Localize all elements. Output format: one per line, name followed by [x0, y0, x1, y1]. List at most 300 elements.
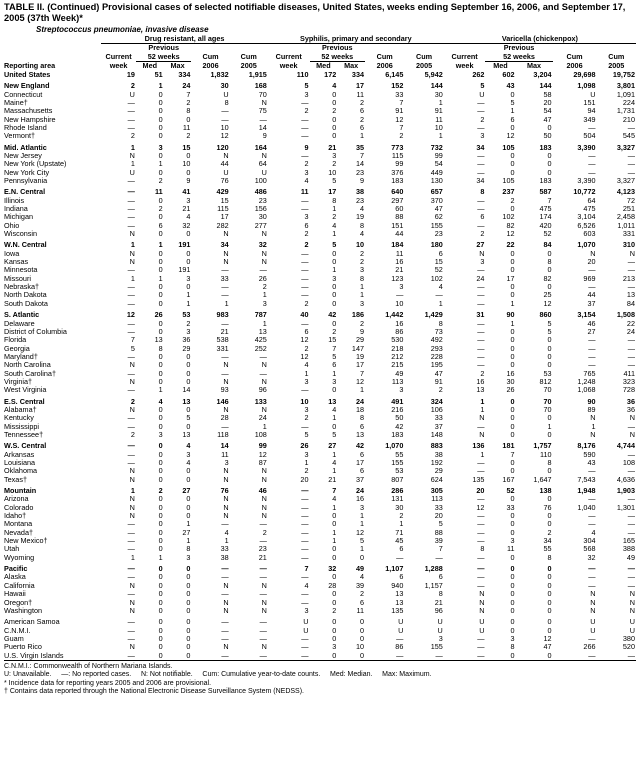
value-cell: 102 — [502, 213, 515, 222]
value-cell: 286 — [391, 487, 404, 496]
value-cell: 277 — [254, 221, 267, 230]
value-cell: 2 — [130, 132, 135, 141]
value-cell: 5 — [359, 537, 365, 546]
value-cell: N — [223, 467, 229, 476]
value-cell: 0 — [547, 160, 552, 169]
header-current-1: Current — [105, 52, 132, 62]
value-cell: 62 — [434, 213, 443, 222]
value-cell: 55 — [395, 450, 404, 459]
value-cell: 165 — [622, 537, 635, 546]
value-cell: 728 — [622, 386, 635, 395]
value-cell: 16 — [355, 495, 365, 504]
value-cell: — — [301, 151, 309, 160]
value-cell: — — [301, 598, 309, 607]
value-cell: — — [627, 336, 635, 345]
reporting-area-cell: S. Atlantic — [4, 311, 40, 320]
table-row — [4, 82, 636, 90]
value-cell: — — [435, 553, 443, 562]
value-cell: 24 — [626, 327, 635, 336]
value-cell: 32 — [258, 241, 267, 250]
value-cell: 71 — [395, 528, 404, 537]
value-cell: 9 — [359, 327, 365, 336]
reporting-area-cell: Tennessee† — [4, 430, 44, 439]
value-cell: 91 — [395, 107, 404, 116]
value-cell: 1 — [262, 319, 267, 328]
value-cell: 27 — [182, 528, 191, 537]
table-row — [4, 386, 636, 394]
value-cell: 590 — [583, 450, 596, 459]
value-cell: 35 — [355, 143, 365, 152]
value-cell: 15 — [434, 258, 443, 267]
value-cell: 1 — [130, 143, 135, 152]
value-cell: N — [129, 377, 135, 386]
value-cell: 1 — [359, 520, 365, 529]
value-cell: — — [477, 160, 485, 169]
value-cell: — — [301, 537, 309, 546]
value-cell: N — [590, 430, 596, 439]
reporting-area-cell: Idaho† — [4, 512, 27, 521]
value-cell: 167 — [502, 475, 515, 484]
value-cell: 30 — [395, 503, 404, 512]
value-cell: 5,942 — [424, 70, 443, 79]
value-cell: — — [301, 266, 309, 275]
header-2005-1: 2005 — [240, 62, 257, 71]
table-row — [4, 160, 636, 168]
value-cell: 13 — [395, 590, 404, 599]
value-cell: 3,327 — [616, 177, 635, 185]
value-cell: 11 — [221, 450, 229, 459]
value-cell: 5 — [332, 241, 337, 250]
value-cell: 324 — [430, 397, 443, 406]
value-cell: 0 — [158, 377, 163, 386]
table-row — [4, 370, 636, 378]
value-cell: 99 — [434, 151, 443, 160]
value-cell: 0 — [186, 581, 191, 590]
value-cell: 73 — [434, 327, 443, 336]
value-cell: 49 — [626, 553, 635, 562]
value-cell: — — [259, 565, 267, 574]
value-cell: 282 — [216, 221, 229, 230]
table-row — [4, 442, 636, 450]
value-cell: 1,288 — [424, 565, 443, 574]
value-cell: 0 — [158, 405, 163, 414]
value-cell: 3 — [399, 283, 404, 292]
value-cell: — — [627, 495, 635, 504]
value-cell: 1 — [158, 82, 163, 91]
value-cell: 0 — [310, 652, 338, 661]
value-cell: — — [127, 459, 135, 467]
table-row — [4, 361, 636, 369]
value-cell: 3 — [304, 213, 309, 222]
value-cell: N — [223, 512, 229, 521]
value-cell: 113 — [431, 495, 443, 504]
value-cell: — — [301, 634, 309, 643]
reporting-area-cell: Florida — [4, 336, 27, 345]
value-cell: 475 — [539, 205, 552, 214]
value-cell: 20 — [587, 258, 596, 267]
value-cell: 0 — [547, 618, 552, 627]
value-cell: 2 — [359, 319, 365, 328]
value-cell: 192 — [430, 459, 443, 467]
value-cell: N — [479, 414, 485, 423]
table-row — [4, 124, 636, 132]
value-cell: — — [627, 344, 635, 353]
value-cell: 0 — [510, 553, 515, 562]
value-cell: 0 — [547, 352, 552, 361]
value-cell: 27 — [328, 442, 337, 451]
value-cell: 0 — [136, 652, 164, 661]
value-cell: — — [191, 652, 229, 661]
value-cell: 0 — [332, 626, 337, 635]
value-cell: 310 — [622, 241, 635, 250]
value-cell: 0 — [186, 573, 191, 582]
value-cell: — — [627, 258, 635, 267]
value-cell: 0 — [359, 618, 365, 627]
value-cell: — — [127, 319, 135, 328]
value-cell: 1 — [332, 528, 337, 537]
value-cell: 1 — [158, 386, 163, 395]
value-cell: N — [129, 405, 135, 414]
value-cell: — — [127, 386, 135, 395]
value-cell: 0 — [510, 249, 515, 258]
value-cell: — — [477, 205, 485, 214]
value-cell: 11 — [507, 545, 515, 554]
value-cell: 93 — [220, 386, 229, 395]
reporting-area-cell: American Samoa — [4, 618, 60, 627]
reporting-area-cell: C.N.M.I. — [4, 626, 31, 635]
value-cell: 7 — [438, 545, 443, 554]
value-cell: 16 — [476, 377, 485, 386]
value-cell: 146 — [216, 397, 229, 406]
value-cell: 49 — [395, 369, 404, 378]
value-cell: — — [627, 520, 635, 529]
value-cell: — — [477, 221, 485, 230]
value-cell: 1 — [130, 241, 135, 250]
value-cell: 4 — [186, 213, 191, 222]
value-cell: 168 — [254, 82, 267, 91]
value-cell: 0 — [510, 344, 515, 353]
table-row — [4, 177, 636, 185]
value-cell: 1 — [158, 553, 163, 562]
reporting-area-cell: United States — [4, 70, 51, 79]
value-cell: 0 — [158, 283, 163, 292]
value-cell: — — [588, 634, 596, 643]
value-cell: — — [588, 467, 596, 476]
value-cell: 304 — [583, 537, 596, 546]
value-cell: 16 — [395, 258, 404, 267]
value-cell: 8 — [359, 221, 365, 230]
value-cell: 1 — [130, 160, 135, 169]
value-cell: 1 — [359, 386, 365, 395]
value-cell: 26 — [506, 386, 515, 395]
value-cell: 1,157 — [424, 581, 443, 590]
header-week-1: week — [109, 62, 128, 71]
value-cell: 191 — [178, 241, 191, 250]
value-cell: U — [629, 626, 635, 635]
value-cell: 5 — [510, 98, 515, 107]
value-cell: 23 — [434, 230, 443, 239]
header-2006-3: 2006 — [566, 62, 583, 71]
value-cell: — — [627, 565, 635, 574]
value-cell: 9 — [186, 177, 191, 185]
value-cell: N — [261, 606, 267, 615]
table-page — [4, 0, 636, 697]
value-cell: — — [588, 495, 596, 504]
value-cell: N — [129, 230, 135, 239]
value-cell: 486 — [254, 188, 267, 197]
value-cell: N — [629, 590, 635, 599]
value-cell: 8 — [547, 258, 552, 267]
value-cell: — — [627, 168, 635, 177]
table-row — [4, 144, 636, 152]
value-cell: 0 — [332, 258, 337, 267]
value-cell: 2 — [359, 590, 365, 599]
value-cell: — — [588, 160, 596, 169]
value-cell: 1 — [332, 537, 337, 546]
value-cell: 0 — [158, 414, 163, 423]
value-cell: — — [127, 634, 135, 643]
value-cell: — — [221, 352, 229, 361]
value-cell: 2 — [130, 430, 135, 439]
table-row — [4, 283, 636, 291]
value-cell: 0 — [547, 598, 552, 607]
value-cell: 130 — [430, 177, 443, 185]
value-cell: U — [479, 618, 485, 627]
value-cell: 9 — [359, 177, 365, 185]
value-cell: U — [437, 626, 443, 635]
header-2006-1: 2006 — [202, 62, 219, 71]
value-cell: 10 — [182, 160, 191, 169]
value-cell: 91 — [434, 377, 443, 386]
value-cell: 6 — [510, 115, 515, 124]
table-row — [4, 132, 636, 140]
value-cell: 11 — [435, 115, 443, 124]
value-cell: U — [479, 90, 485, 99]
value-cell: 26 — [154, 311, 163, 320]
value-cell: 5 — [130, 344, 135, 353]
value-cell: 0 — [158, 299, 163, 308]
value-cell: N — [261, 503, 267, 512]
value-cell: 18 — [355, 405, 365, 414]
value-cell: 1 — [332, 450, 337, 459]
value-cell: 0 — [510, 414, 515, 423]
value-cell: 13 — [328, 397, 337, 406]
value-cell: 2 — [186, 132, 191, 141]
value-cell: 120 — [216, 143, 229, 152]
value-cell: 1,070 — [385, 442, 404, 451]
value-cell: 1 — [332, 467, 337, 476]
value-cell: 0 — [547, 414, 552, 423]
value-cell: 807 — [391, 475, 404, 484]
reporting-area-cell: Ohio — [4, 221, 20, 230]
value-cell: 19 — [355, 352, 365, 361]
value-cell: 55 — [543, 545, 552, 554]
value-cell: 6 — [399, 573, 404, 582]
value-cell: 334 — [178, 70, 191, 79]
value-cell: 0 — [186, 512, 191, 521]
value-cell: 0 — [547, 430, 552, 439]
value-cell: 42 — [355, 442, 365, 451]
table-row — [4, 230, 636, 238]
value-cell: 76 — [543, 503, 552, 512]
value-cell: 147 — [351, 344, 365, 353]
value-cell: 0 — [510, 606, 515, 615]
value-cell: 210 — [622, 115, 635, 124]
value-cell: — — [477, 361, 485, 370]
reporting-area-cell: Kentucky — [4, 414, 34, 423]
value-cell: 266 — [583, 643, 596, 652]
header-previous-1: Previous — [148, 44, 179, 53]
value-cell: 2 — [304, 241, 309, 250]
value-cell: 24 — [182, 82, 191, 91]
value-cell: N — [261, 151, 267, 160]
value-cell: 20 — [543, 98, 552, 107]
value-cell: — — [127, 520, 135, 529]
value-cell: N — [261, 230, 267, 239]
value-cell: — — [127, 422, 135, 431]
value-cell: 0 — [186, 590, 191, 599]
value-cell: — — [588, 336, 596, 345]
value-cell: 3,104 — [577, 213, 596, 222]
value-cell: 8 — [480, 545, 485, 554]
value-cell: 0 — [158, 352, 163, 361]
value-cell: 2 — [304, 299, 309, 308]
value-cell: 492 — [430, 336, 443, 345]
value-cell: — — [221, 634, 229, 643]
value-cell: 155 — [430, 221, 443, 230]
value-cell: 0 — [158, 266, 163, 275]
value-cell: 0 — [186, 643, 191, 652]
value-cell: 0 — [186, 377, 191, 386]
value-cell: 144 — [430, 82, 443, 91]
value-cell: 0 — [158, 196, 163, 205]
value-cell: 70 — [258, 90, 267, 99]
value-cell: 3 — [399, 386, 404, 395]
value-cell: 2 — [510, 196, 515, 205]
value-cell: 429 — [216, 188, 229, 197]
value-cell: — — [127, 283, 135, 292]
value-cell: 812 — [539, 377, 552, 386]
reporting-area-cell: Pennsylvania — [4, 177, 48, 185]
value-cell: 1 — [186, 520, 191, 529]
value-cell: 75 — [258, 107, 267, 116]
value-cell: — — [477, 573, 485, 582]
value-cell: N — [223, 475, 229, 484]
value-cell: — — [221, 618, 229, 627]
value-cell: 17 — [355, 459, 365, 467]
value-cell: 0 — [510, 123, 515, 132]
table-title — [4, 0, 636, 24]
value-cell: 5 — [304, 430, 309, 439]
value-cell: 87 — [258, 459, 267, 467]
value-cell: 0 — [547, 467, 552, 476]
value-cell: — — [221, 266, 229, 275]
value-cell: 0 — [158, 512, 163, 521]
value-cell: — — [477, 512, 485, 521]
value-cell: N — [129, 512, 135, 521]
value-cell: 0 — [510, 598, 515, 607]
value-cell: 5 — [480, 82, 485, 91]
value-cell: 52 — [506, 487, 515, 496]
value-cell: — — [127, 450, 135, 459]
reporting-area-cell: Washington — [4, 606, 43, 615]
value-cell: 0 — [186, 467, 191, 476]
value-cell: 151 — [583, 98, 596, 107]
value-cell: 1 — [547, 422, 552, 431]
value-cell: 0 — [547, 151, 552, 160]
value-cell: 12 — [506, 132, 515, 141]
value-cell: 19 — [355, 213, 365, 222]
value-cell: 17 — [328, 188, 337, 197]
value-cell: — — [221, 369, 229, 378]
value-cell: 144 — [539, 82, 552, 91]
value-cell: — — [301, 258, 309, 267]
value-cell: 6 — [480, 213, 485, 222]
value-cell: 520 — [622, 643, 635, 652]
value-cell: 1 — [332, 414, 337, 423]
reporting-area-cell: Mississippi — [4, 422, 40, 431]
value-cell: 0 — [158, 291, 163, 300]
table-row — [4, 241, 636, 249]
reporting-area-cell: South Dakota — [4, 299, 48, 308]
table-row — [4, 512, 636, 520]
value-cell: 11 — [155, 188, 163, 197]
value-cell: 5 — [332, 430, 337, 439]
value-cell: 0 — [547, 344, 552, 353]
value-cell: 33 — [434, 414, 443, 423]
value-cell: 1 — [438, 98, 443, 107]
value-cell: — — [588, 361, 596, 370]
value-cell: — — [477, 352, 485, 361]
value-cell: 191 — [178, 266, 191, 275]
header-cum-1a: Cum — [202, 52, 219, 62]
value-cell: — — [396, 291, 404, 300]
value-cell: — — [259, 115, 267, 124]
value-cell: — — [588, 565, 596, 574]
value-cell: — — [627, 422, 635, 431]
value-cell: 183 — [539, 177, 552, 185]
value-cell: 108 — [254, 430, 267, 439]
value-cell: 765 — [583, 369, 596, 378]
value-cell: 3 — [186, 450, 191, 459]
value-cell: 33 — [220, 545, 229, 554]
value-cell: — — [477, 643, 485, 652]
value-cell: U — [590, 626, 596, 635]
value-cell: 388 — [622, 545, 635, 554]
value-cell: 0 — [510, 327, 515, 336]
value-cell: 82 — [543, 274, 552, 283]
value-cell: 8 — [359, 274, 365, 283]
value-cell: 0 — [332, 634, 337, 643]
value-cell: 6 — [359, 467, 365, 476]
value-cell: 0 — [332, 123, 337, 132]
value-cell: 14 — [258, 123, 267, 132]
value-cell: U — [629, 618, 635, 627]
value-cell: 43 — [587, 459, 596, 467]
reporting-area-cell: New England — [4, 82, 50, 91]
value-cell: 3,390 — [577, 143, 596, 152]
reporting-area-cell: Oklahoma — [4, 467, 38, 476]
value-cell: 13 — [182, 430, 191, 439]
value-cell: 88 — [395, 213, 404, 222]
value-cell: 2 — [332, 213, 337, 222]
table-row — [4, 652, 636, 661]
value-cell: U — [223, 90, 229, 99]
value-cell: N — [223, 495, 229, 504]
value-cell: 237 — [502, 188, 515, 197]
value-cell: 0 — [186, 230, 191, 239]
value-cell: 30 — [434, 90, 443, 99]
